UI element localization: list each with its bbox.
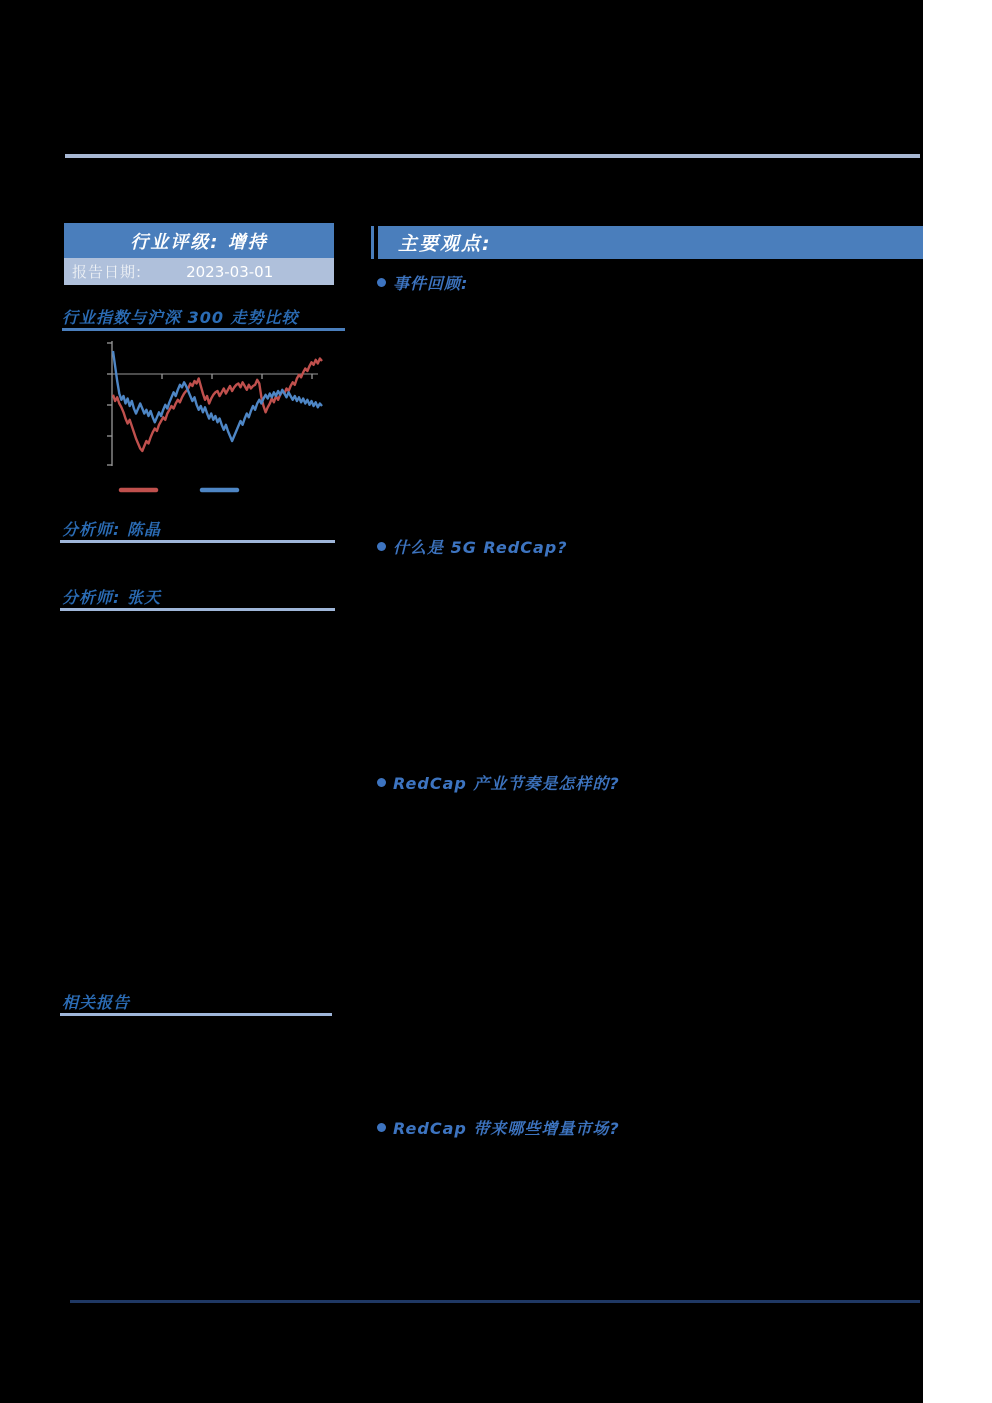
bullet-dot-icon [377, 542, 386, 551]
analyst-2-name: 张天 [126, 588, 161, 607]
bullet-incremental-market-label: RedCap 带来哪些增量市场? [393, 1119, 620, 1138]
analyst-2 [62, 585, 161, 608]
blue_line-series [113, 351, 322, 441]
bullet-dot-icon [377, 778, 386, 787]
analyst-1-label: 分析师: [62, 520, 121, 539]
chart-title-rule [62, 328, 345, 331]
page-right-margin [923, 0, 992, 1403]
comparison-chart [60, 334, 345, 499]
analyst-2-label: 分析师: [62, 588, 121, 607]
chart-title: 行业指数与沪深 300 走势比较 [62, 308, 299, 327]
report-date-label: 报告日期: [72, 263, 143, 281]
related-reports-rule [60, 1013, 332, 1016]
analyst-1-name: 陈晶 [126, 520, 161, 539]
main-points-title: 主要观点: [398, 233, 492, 255]
bullet-event-review-label: 事件回顾: [393, 274, 469, 293]
footer-rule [70, 1300, 920, 1303]
analyst-1-rule [60, 540, 335, 543]
related-reports-heading: 相关报告 [62, 993, 131, 1012]
red_line-series [113, 359, 322, 452]
header-rule [65, 154, 920, 158]
industry-rating-text: 行业评级: 增持 [130, 231, 268, 253]
report-date-value: 2023-03-01 [186, 262, 274, 281]
bullet-industry-rhythm-label: RedCap 产业节奏是怎样的? [393, 774, 620, 793]
bullet-industry-rhythm [377, 771, 620, 794]
report-date-row [64, 258, 334, 285]
chart-series-group [113, 351, 322, 451]
industry-rating-banner [64, 223, 334, 258]
main-banner-left-border [371, 226, 374, 259]
analyst-2-rule [60, 608, 335, 611]
bullet-dot-icon [377, 278, 386, 287]
analyst-1 [62, 517, 161, 540]
main-points-banner [378, 226, 923, 259]
bullet-event-review [377, 271, 468, 294]
bullet-incremental-market [377, 1116, 620, 1139]
bullet-what-is-redcap [377, 535, 568, 558]
bullet-what-is-redcap-label: 什么是 5G RedCap? [393, 538, 568, 557]
bullet-dot-icon [377, 1123, 386, 1132]
